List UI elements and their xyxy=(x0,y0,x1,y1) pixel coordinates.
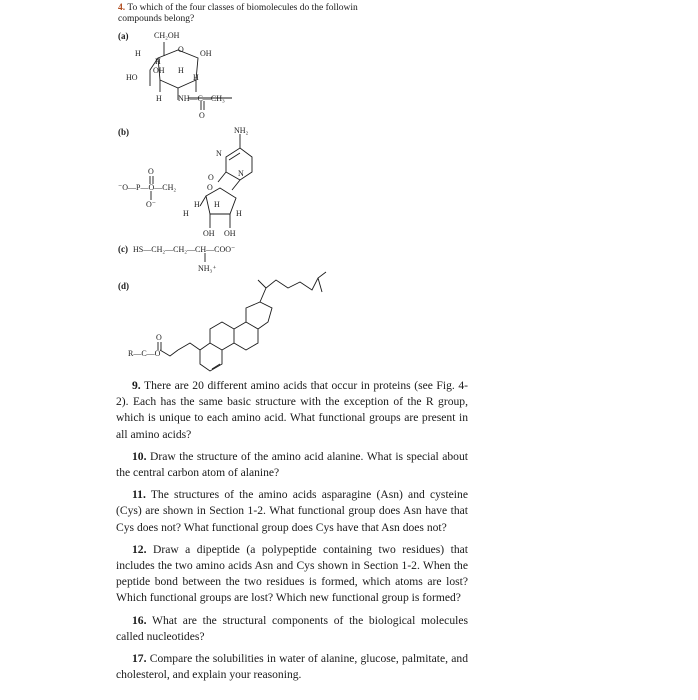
question-9 xyxy=(116,378,468,443)
label-b: (b) xyxy=(118,127,129,137)
a-ring-o: O xyxy=(178,45,184,54)
a-ch2oh: CH₂OH xyxy=(154,31,180,40)
b-n2: N xyxy=(238,169,244,178)
c-nh3: NH₃⁺ xyxy=(198,264,217,273)
a-h5: H xyxy=(156,94,162,103)
question-number: 12. xyxy=(132,542,147,556)
question-17 xyxy=(116,651,468,683)
question-number: 16. xyxy=(132,613,147,627)
d-ester: R—C—O xyxy=(128,349,161,358)
questions-list xyxy=(116,378,468,689)
d-carbonyl-o: O xyxy=(156,333,162,342)
b-oh1: OH xyxy=(203,229,215,238)
a-h1: H xyxy=(135,49,141,58)
question-text: Draw a dipeptide (a polypeptide containing two residues) that includes the two amino acids Asn and Cys shown in Section 1-2. When the peptide bond between the two residues is formed, which atoms are lost? Which functional groups are lost? Which new functional group is formed? xyxy=(116,542,468,605)
question-number: 9. xyxy=(132,379,141,392)
label-a: (a) xyxy=(118,31,129,41)
a-ho: HO xyxy=(126,73,138,82)
a-oh2: OH xyxy=(153,66,165,75)
question-number: 11. xyxy=(132,488,146,502)
b-h3: H xyxy=(183,209,189,218)
question-text: Draw the structure of the amino acid alanine. What is special about the central carbon atom of alanine? xyxy=(116,449,468,480)
question-16 xyxy=(116,613,468,645)
b-h4: H xyxy=(236,209,242,218)
question-4-line2: compounds belong? xyxy=(118,14,195,24)
b-n1: N xyxy=(216,149,222,158)
b-phos-o-bottom: O⁻ xyxy=(146,200,156,209)
question-10 xyxy=(116,449,468,481)
question-4-line1: To which of the four classes of biomolecules do the followin xyxy=(127,3,358,13)
a-h4: H xyxy=(193,73,199,82)
question-text: There are 20 different amino acids that occur in proteins (see Fig. 4-2). Each has the same basic structure with the exception of the R group, which is unique to each amino acid. What functional groups are present in all amino acids? xyxy=(116,379,468,441)
a-oh1: OH xyxy=(200,49,212,58)
label-d: (d) xyxy=(118,281,129,291)
question-text: Compare the solubilities in water of alanine, glucose, palmitate, and cholesterol, and explain your reasoning. xyxy=(116,652,468,682)
question-number: 17. xyxy=(132,652,147,666)
b-oh2: OH xyxy=(224,229,236,238)
b-h2: H xyxy=(214,200,220,209)
question-11 xyxy=(116,487,468,536)
b-nh2: NH₂ xyxy=(234,126,249,135)
a-carbonyl-o: O xyxy=(199,111,205,120)
question-text: The structures of the amino acids asparagine (Asn) and cysteine (Cys) are shown in Section 1-2. What functional group does Asn have that Cys does not? What functional group does Cys have that Asn does not? xyxy=(116,488,468,534)
label-c: (c) xyxy=(118,244,128,254)
b-phos-o-top: O xyxy=(148,167,154,176)
b-phosphate: ⁻O—P—O—CH₂ xyxy=(118,183,177,192)
question-text: What are the structural components of the biological molecules called nucleotides? xyxy=(116,613,468,643)
b-ring-o: O xyxy=(208,173,214,182)
a-h2: H xyxy=(155,57,161,66)
b-h1: H xyxy=(194,200,200,209)
a-nh-acetyl: NH—C—CH₃ xyxy=(178,94,225,103)
question-12 xyxy=(116,542,468,607)
question-number: 10. xyxy=(132,449,147,463)
a-h3: H xyxy=(178,66,184,75)
c-formula: HS—CH₂—CH₂—CH—COO⁻ xyxy=(133,245,236,254)
b-sugar-o: O xyxy=(207,183,213,192)
question-number: 4. xyxy=(118,3,126,13)
